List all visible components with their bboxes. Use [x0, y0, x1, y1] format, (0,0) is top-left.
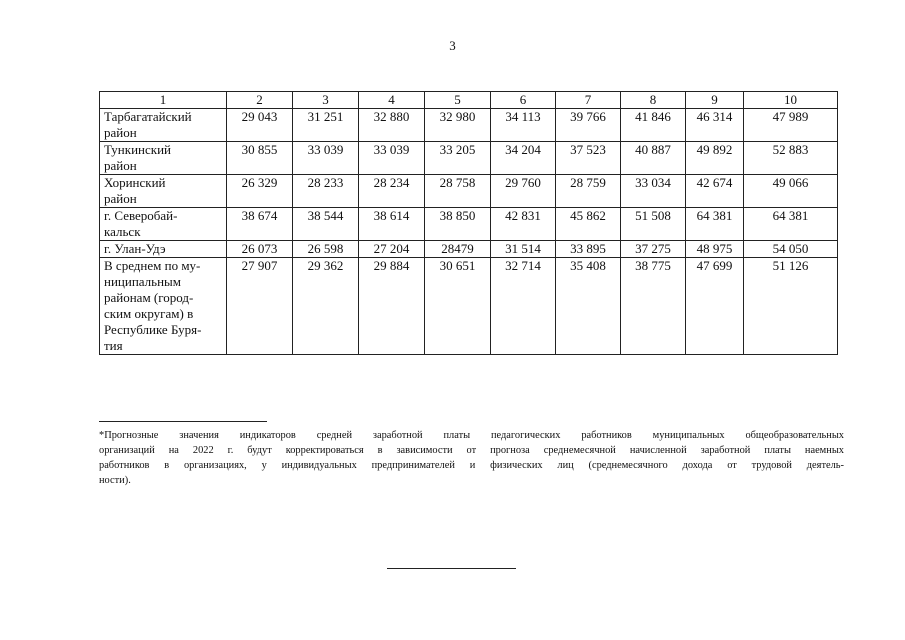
row-label-line: районам (город-	[104, 290, 194, 305]
row-label-line: В среднем по му-	[104, 258, 201, 273]
row-label	[100, 241, 227, 258]
column-number-1: 1	[100, 92, 227, 109]
footnote	[99, 428, 844, 488]
row-label-line: Тарбагатайский	[104, 109, 192, 124]
value-cell: 27 204	[359, 241, 425, 258]
value-cell: 33 034	[621, 175, 686, 208]
value-cell: 32 714	[491, 258, 556, 355]
row-label-line: г. Улан-Удэ	[104, 241, 166, 256]
row-label-line: кальск	[104, 224, 141, 239]
column-number-4: 4	[359, 92, 425, 109]
footnote-line: *Прогнозные значения индикаторов средней заработной платы педагогических работников муниципальных общеобразовательных	[99, 430, 844, 441]
value-cell: 28479	[425, 241, 491, 258]
value-cell: 33 205	[425, 142, 491, 175]
value-cell: 41 846	[621, 109, 686, 142]
column-number-2: 2	[227, 92, 293, 109]
value-cell: 33 039	[359, 142, 425, 175]
value-cell: 26 598	[293, 241, 359, 258]
value-cell: 32 880	[359, 109, 425, 142]
value-cell: 48 975	[686, 241, 744, 258]
row-label	[100, 208, 227, 241]
row-label	[100, 142, 227, 175]
row-label-line: г. Северобай-	[104, 208, 178, 223]
row-label-line: район	[104, 158, 137, 173]
value-cell: 29 760	[491, 175, 556, 208]
table-row	[100, 142, 838, 175]
value-cell: 27 907	[227, 258, 293, 355]
column-number-7: 7	[556, 92, 621, 109]
page-number: 3	[449, 38, 456, 53]
row-label-line: район	[104, 125, 137, 140]
row-label-line: Хоринский	[104, 175, 166, 190]
value-cell: 28 233	[293, 175, 359, 208]
row-label-line: ским округам) в	[104, 306, 194, 321]
value-cell: 34 204	[491, 142, 556, 175]
value-cell: 29 362	[293, 258, 359, 355]
value-cell: 31 514	[491, 241, 556, 258]
value-cell: 47 699	[686, 258, 744, 355]
row-label	[100, 109, 227, 142]
table-header-row	[100, 92, 838, 109]
value-cell: 42 831	[491, 208, 556, 241]
table-body	[100, 92, 838, 355]
value-cell: 64 381	[686, 208, 744, 241]
table-row	[100, 175, 838, 208]
value-cell: 52 883	[744, 142, 838, 175]
value-cell: 31 251	[293, 109, 359, 142]
value-cell: 38 850	[425, 208, 491, 241]
value-cell: 38 614	[359, 208, 425, 241]
value-cell: 26 329	[227, 175, 293, 208]
value-cell: 47 989	[744, 109, 838, 142]
table-row	[100, 208, 838, 241]
value-cell: 42 674	[686, 175, 744, 208]
footnote-line: ности).	[99, 475, 131, 486]
row-label-line: Тункинский	[104, 142, 171, 157]
value-cell: 45 862	[556, 208, 621, 241]
value-cell: 49 066	[744, 175, 838, 208]
table-row	[100, 241, 838, 258]
value-cell: 40 887	[621, 142, 686, 175]
value-cell: 37 275	[621, 241, 686, 258]
value-cell: 30 855	[227, 142, 293, 175]
value-cell: 38 544	[293, 208, 359, 241]
column-number-8: 8	[621, 92, 686, 109]
value-cell: 28 758	[425, 175, 491, 208]
value-cell: 64 381	[744, 208, 838, 241]
value-cell: 30 651	[425, 258, 491, 355]
value-cell: 37 523	[556, 142, 621, 175]
footnote-line: организаций на 2022 г. будут корректироваться в зависимости от прогноза среднемесячной начисленной заработной платы наемных	[99, 445, 844, 456]
row-label-line: район	[104, 191, 137, 206]
indicator-table	[99, 91, 838, 355]
value-cell: 38 674	[227, 208, 293, 241]
value-cell: 28 759	[556, 175, 621, 208]
column-number-9: 9	[686, 92, 744, 109]
value-cell: 29 043	[227, 109, 293, 142]
footnote-separator	[99, 421, 267, 422]
value-cell: 51 126	[744, 258, 838, 355]
value-cell: 28 234	[359, 175, 425, 208]
table-row	[100, 109, 838, 142]
column-number-10: 10	[744, 92, 838, 109]
row-label	[100, 175, 227, 208]
row-label-line: ниципальным	[104, 274, 182, 289]
value-cell: 35 408	[556, 258, 621, 355]
value-cell: 34 113	[491, 109, 556, 142]
value-cell: 32 980	[425, 109, 491, 142]
column-number-6: 6	[491, 92, 556, 109]
table-row	[100, 258, 838, 355]
value-cell: 29 884	[359, 258, 425, 355]
value-cell: 33 039	[293, 142, 359, 175]
value-cell: 49 892	[686, 142, 744, 175]
value-cell: 51 508	[621, 208, 686, 241]
value-cell: 33 895	[556, 241, 621, 258]
footnote-line: работников в организациях, у индивидуальных предпринимателей и физических лиц (среднемесячного дохода от трудовой деятель-	[99, 460, 844, 471]
value-cell: 54 050	[744, 241, 838, 258]
column-number-3: 3	[293, 92, 359, 109]
row-label-line: Республике Буря-	[104, 322, 202, 337]
page-end-rule	[387, 568, 516, 569]
value-cell: 26 073	[227, 241, 293, 258]
value-cell: 38 775	[621, 258, 686, 355]
row-label-line: тия	[104, 338, 123, 353]
value-cell: 46 314	[686, 109, 744, 142]
column-number-5: 5	[425, 92, 491, 109]
value-cell: 39 766	[556, 109, 621, 142]
row-label	[100, 258, 227, 355]
